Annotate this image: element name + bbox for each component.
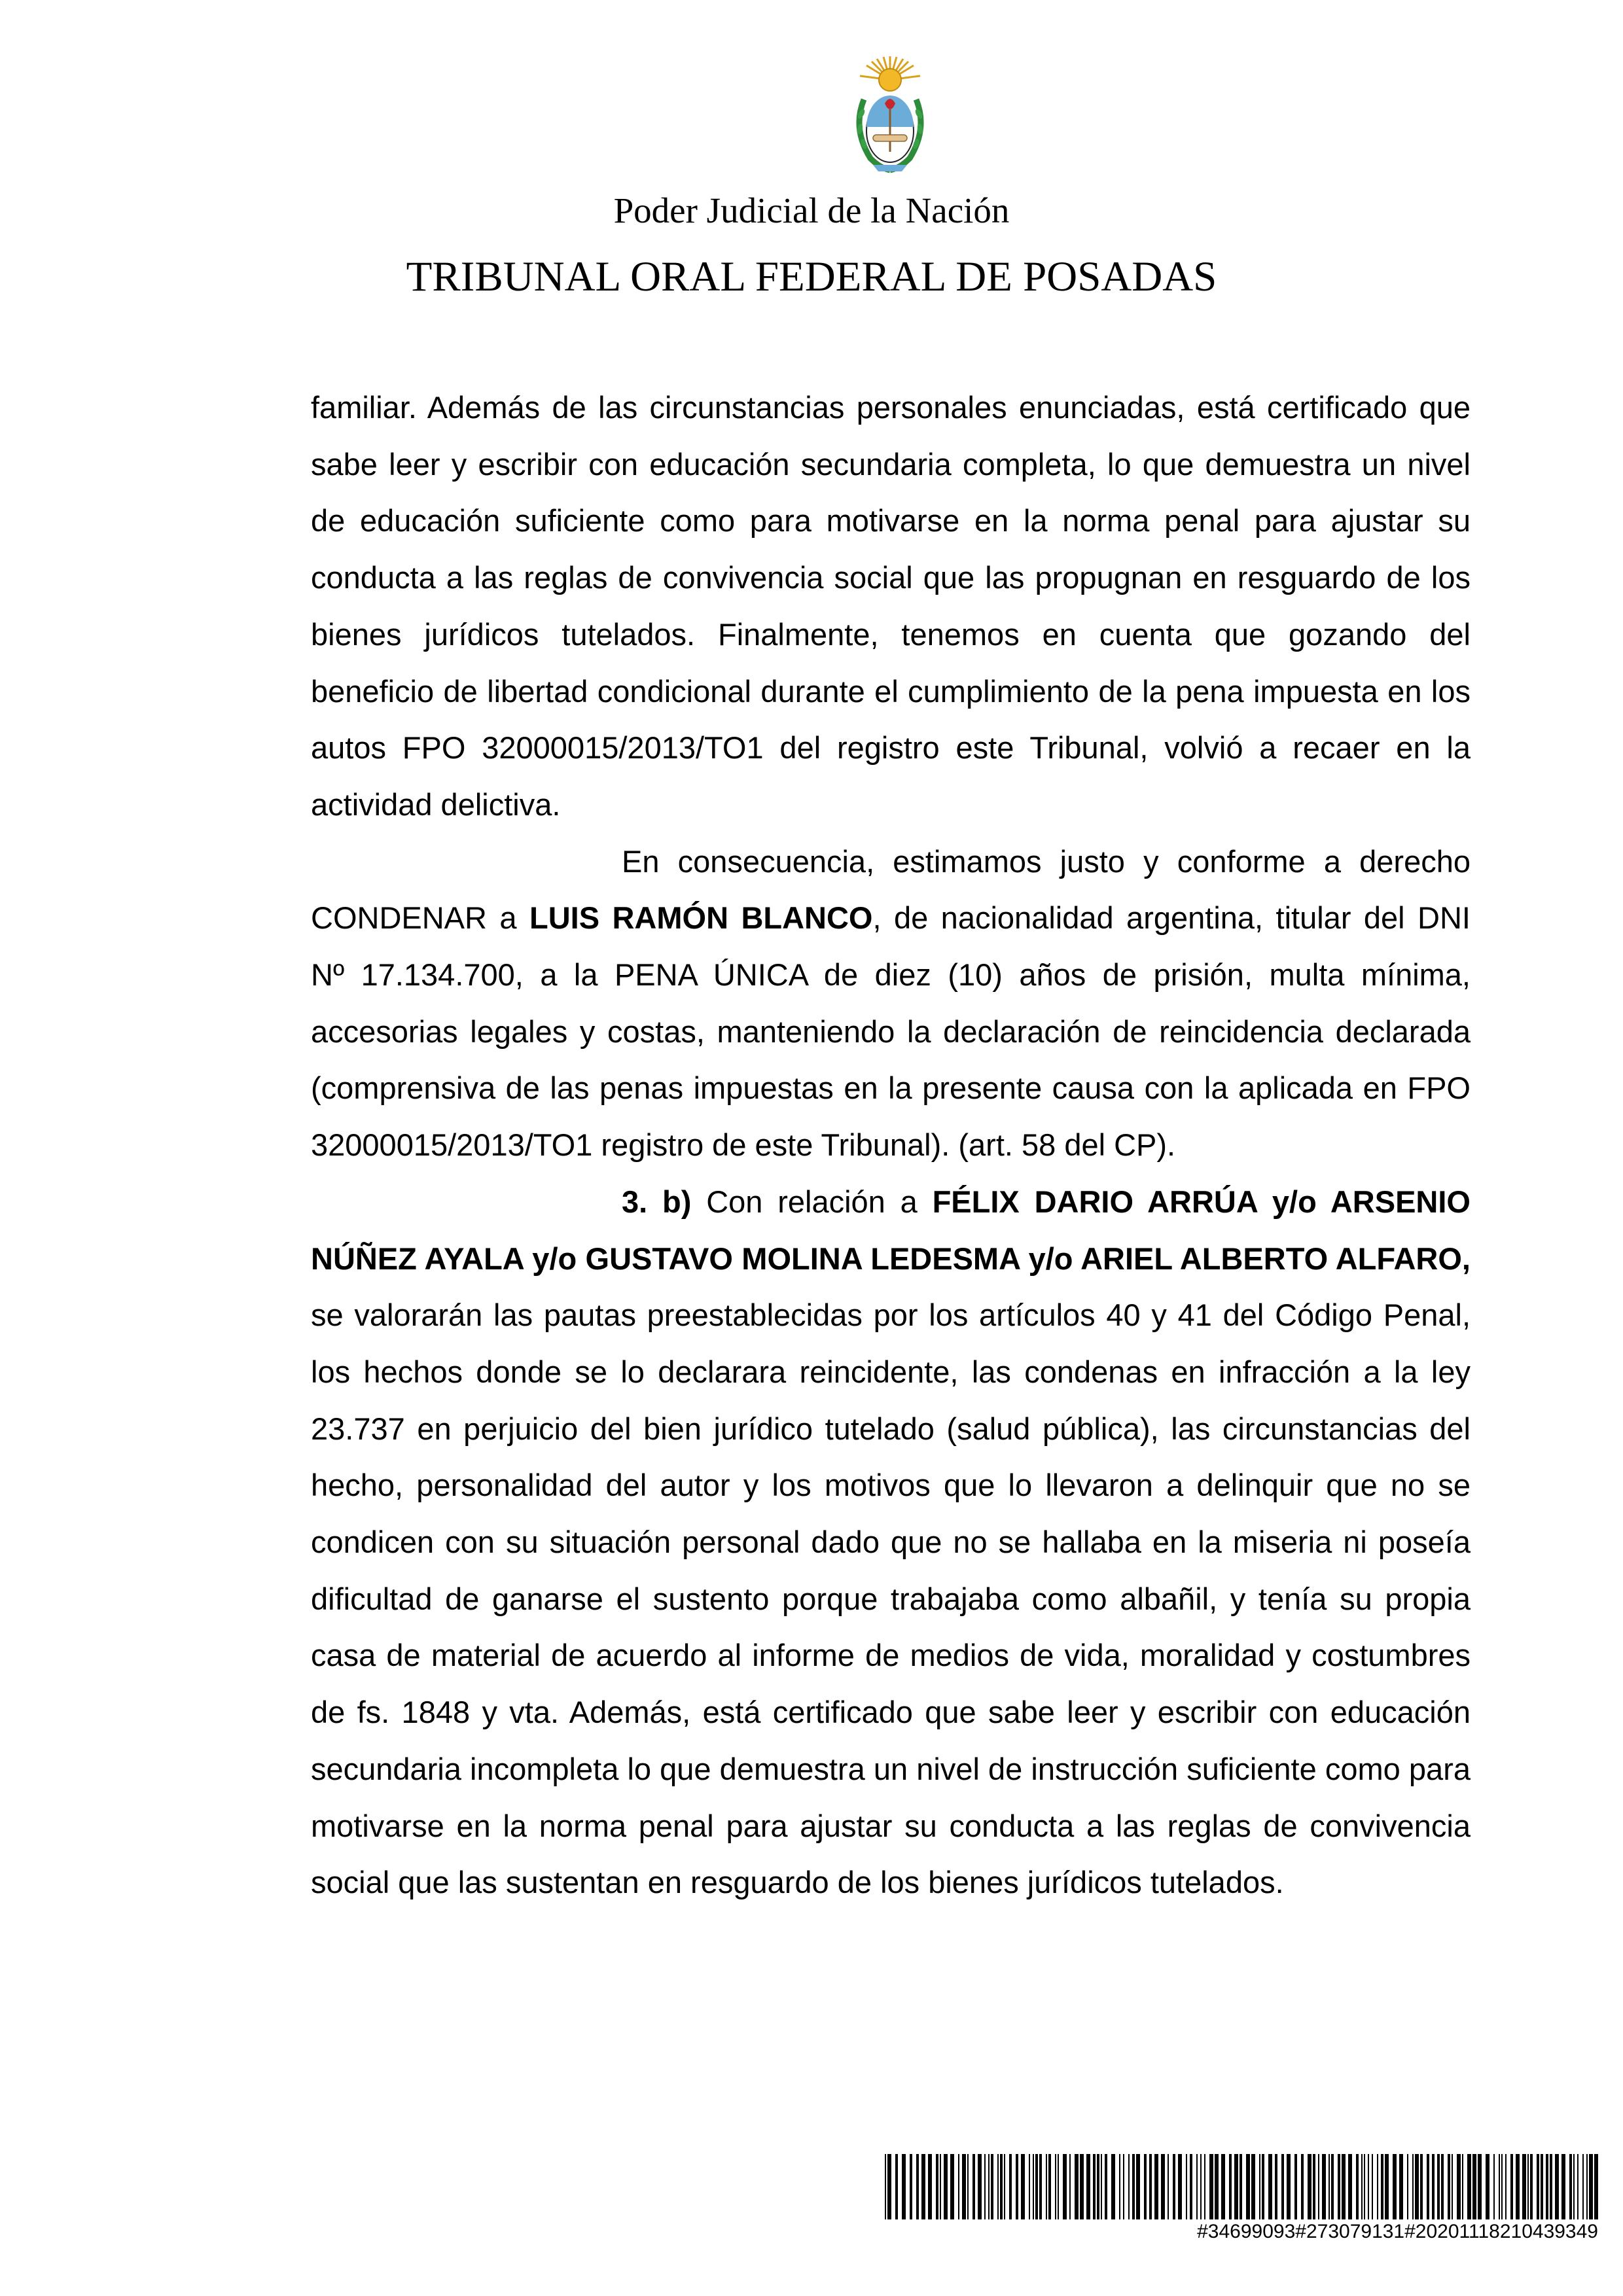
barcode-bar <box>928 2154 932 2219</box>
barcode-bar <box>1516 2154 1520 2219</box>
paragraph-2-text-a: En consecuencia, estimamos justo y conforme a derecho CONDENAR a <box>311 843 1471 936</box>
barcode-bar <box>988 2154 990 2219</box>
barcode-bar <box>1048 2154 1051 2219</box>
barcode-bar <box>1029 2154 1030 2219</box>
barcode-bar <box>1046 2154 1047 2219</box>
barcode-bar <box>1412 2154 1414 2219</box>
barcode-bar <box>895 2154 898 2219</box>
barcode-bar <box>1372 2154 1373 2219</box>
barcode-bar <box>1452 2154 1453 2219</box>
barcode-bar <box>1055 2154 1056 2219</box>
barcode-code: #34699093#273079131#20201118210439349 <box>1197 2221 1598 2242</box>
barcode-bar <box>997 2154 999 2219</box>
barcode-bar <box>1322 2154 1326 2219</box>
barcode-bar <box>1356 2154 1359 2219</box>
barcode-bar <box>1338 2154 1340 2219</box>
barcode-bar <box>1437 2154 1440 2219</box>
barcode-bar <box>1281 2154 1284 2219</box>
barcode-bar <box>1586 2154 1588 2219</box>
barcode-bar <box>1215 2154 1219 2219</box>
barcode-bar <box>1537 2154 1539 2219</box>
barcode-bar <box>1075 2154 1079 2219</box>
barcode-bar <box>1472 2154 1476 2219</box>
barcode-bar <box>1381 2154 1383 2219</box>
barcode-bar <box>1541 2154 1543 2219</box>
barcode-bar <box>1128 2154 1130 2219</box>
barcode-bar <box>1441 2154 1444 2219</box>
barcode-bar <box>1546 2154 1548 2219</box>
barcode-bar <box>902 2154 906 2219</box>
barcode-bar <box>1505 2154 1507 2219</box>
barcode-bar <box>1035 2154 1038 2219</box>
barcode-bar <box>1016 2154 1018 2219</box>
defendant-names: FÉLIX DARIO ARRÚA y/o ARSENIO NÚÑEZ AYALA y/o GUSTAVO MOLINA LEDESMA y/o ARIEL ALBERTO ALFARO, <box>311 1184 1471 1276</box>
paragraph-2 <box>311 834 1471 1174</box>
barcode-bar <box>921 2154 925 2219</box>
barcode-bar <box>1329 2154 1330 2219</box>
barcode-bar <box>1493 2154 1495 2219</box>
barcode-bar <box>885 2154 886 2219</box>
barcode-bar <box>1144 2154 1147 2219</box>
barcode-bar <box>1200 2154 1202 2219</box>
barcode-bar <box>940 2154 941 2219</box>
barcode-bar <box>1294 2154 1297 2219</box>
barcode-bar <box>916 2154 919 2219</box>
barcode-bar <box>1555 2154 1559 2219</box>
institution-header: Poder Judicial de la Nación <box>613 190 1010 230</box>
barcode-bar <box>1275 2154 1277 2219</box>
barcode-bar <box>958 2154 959 2219</box>
barcode-bar <box>1478 2154 1482 2219</box>
barcode-bar <box>1161 2154 1165 2219</box>
barcode-bar <box>984 2154 986 2219</box>
barcode-bar <box>1308 2154 1311 2219</box>
barcode-bar <box>1229 2154 1232 2219</box>
barcode-bar <box>972 2154 975 2219</box>
barcode-bar <box>1136 2154 1140 2219</box>
barcode-bar <box>1385 2154 1389 2219</box>
barcode-bar <box>1582 2154 1584 2219</box>
barcode-bar <box>1399 2154 1403 2219</box>
barcode-bar <box>1190 2154 1192 2219</box>
barcode-bar <box>1368 2154 1369 2219</box>
barcode-bar <box>1415 2154 1419 2219</box>
barcode-bar <box>1111 2154 1115 2219</box>
barcode-bar <box>1457 2154 1461 2219</box>
barcode-bar <box>1039 2154 1042 2219</box>
barcode-bar <box>1462 2154 1463 2219</box>
barcode-bar <box>1510 2154 1513 2219</box>
paragraph-1-text: familiar. Además de las circunstancias personales enunciadas, está certificado que sabe leer y escribir con educación secundaria completa, lo que demuestra un nivel de educación suficiente como para motivarse en la norma penal para ajustar su conducta a las reglas de convivencia social que las propugnan en resguardo de los bienes jurídicos tutelados. Finalmente, tenemos en cuenta que gozando del beneficio de libertad condicional durante el cumplimiento de la pena impuesta en los autos FPO 32000015/2013/TO1 del registro este Tribunal, volvió a recaer en la actividad delictiva. <box>311 390 1471 822</box>
barcode-bar <box>1486 2154 1489 2219</box>
barcode-bar <box>1268 2154 1272 2219</box>
barcode-bar <box>1561 2154 1565 2219</box>
barcode <box>885 2154 1598 2219</box>
barcode-bar <box>1550 2154 1552 2219</box>
barcode-bar <box>1377 2154 1378 2219</box>
barcode-bar <box>1240 2154 1242 2219</box>
barcode-bar <box>1009 2154 1012 2219</box>
argentina-coat-of-arms-icon <box>844 54 936 178</box>
barcode-bar <box>1234 2154 1238 2219</box>
barcode-bar <box>1313 2154 1315 2219</box>
barcode-bar <box>1427 2154 1429 2219</box>
barcode-bar <box>1173 2154 1175 2219</box>
barcode-bar <box>936 2154 938 2219</box>
barcode-bar <box>1105 2154 1107 2219</box>
barcode-bar <box>1154 2154 1158 2219</box>
barcode-bar <box>1287 2154 1291 2219</box>
barcode-bar <box>1186 2154 1187 2219</box>
barcode-bar <box>1209 2154 1213 2219</box>
barcode-bar <box>1361 2154 1363 2219</box>
barcode-bar <box>1331 2154 1334 2219</box>
barcode-bar <box>1080 2154 1084 2219</box>
paragraph-3-text-b: se valorarán las pautas preestablecidas por los artículos 40 y 41 del Código Penal, los hechos donde se lo declarara reincidente, las condenas en infracción a la ley 23.737 en perjuicio del bien jurídico tutelado (salud pública), las circunstancias del hecho, personalidad del autor y los motivos que lo llevaron a delinquir que no se condicen con su situación personal dado que no se hallaba en la miseria ni poseía dificultad de ganarse el sustento porque trabajaba como albañil, y tenía su propia casa de material de acuerdo al informe de medios de vida, moralidad y costumbres de fs. 1848 y vta. Además, está certificado que sabe leer y escribir con educación secundaria incompleta lo que demuestra un nivel de instrucción suficiente como para motivarse en la norma penal para ajustar su conducta a las reglas de convivencia social que las sustentan en resguardo de los bienes jurídicos tutelados. <box>311 1298 1471 1900</box>
defendant-name: LUIS RAMÓN BLANCO <box>529 900 873 936</box>
barcode-bar <box>1407 2154 1408 2219</box>
barcode-bar <box>1063 2154 1067 2219</box>
document-body <box>311 380 1471 1911</box>
barcode-bar <box>1132 2154 1135 2219</box>
barcode-bar <box>1097 2154 1099 2219</box>
barcode-bar <box>1522 2154 1526 2219</box>
barcode-bar <box>1499 2154 1500 2219</box>
paragraph-3 <box>311 1174 1471 1911</box>
barcode-bar <box>1101 2154 1102 2219</box>
barcode-bar <box>1393 2154 1397 2219</box>
barcode-bar <box>967 2154 969 2219</box>
paragraph-3-text-a: Con relación a <box>691 1184 933 1219</box>
barcode-bar <box>1589 2154 1593 2219</box>
barcode-bar <box>887 2154 891 2219</box>
barcode-bar <box>1432 2154 1435 2219</box>
paragraph-1 <box>311 380 1471 834</box>
section-label: 3. b) <box>622 1184 692 1219</box>
barcode-bar <box>950 2154 954 2219</box>
barcode-bar <box>1577 2154 1578 2219</box>
barcode-bar <box>1259 2154 1260 2219</box>
paragraph-2-text-b: , de nacionalidad argentina, titular del DNI Nº 17.134.700, a la PENA ÚNICA de diez (10) años de prisión, multa mínima, accesorias legales y costas, manteniendo la declaración de reincidencia declarada (comprensiva de las penas impuestas en la presente causa con la aplicada en FPO 32000015/2013/TO1 registro de este Tribunal). (art. 58 del CP). <box>311 900 1471 1163</box>
barcode-bar <box>1149 2154 1152 2219</box>
barcode-bar <box>910 2154 912 2219</box>
barcode-bar <box>1221 2154 1225 2219</box>
barcode-bar <box>991 2154 993 2219</box>
barcode-bar <box>962 2154 966 2219</box>
barcode-bar <box>1301 2154 1304 2219</box>
barcode-bar <box>1000 2154 1003 2219</box>
barcode-bar <box>1448 2154 1450 2219</box>
barcode-bar <box>1467 2154 1471 2219</box>
barcode-bar <box>944 2154 948 2219</box>
court-header: TRIBUNAL ORAL FEDERAL DE POSADAS <box>406 253 1217 300</box>
barcode-bar <box>1021 2154 1025 2219</box>
barcode-bar <box>1530 2154 1533 2219</box>
barcode-bar <box>1527 2154 1529 2219</box>
barcode-bar <box>1342 2154 1346 2219</box>
barcode-bar <box>1251 2154 1255 2219</box>
barcode-bar <box>1364 2154 1365 2219</box>
barcode-bar <box>1119 2154 1120 2219</box>
barcode-bar <box>1204 2154 1205 2219</box>
barcode-bar <box>1318 2154 1319 2219</box>
barcode-bar <box>1246 2154 1250 2219</box>
barcode-bar <box>1069 2154 1071 2219</box>
barcode-bar <box>1348 2154 1352 2219</box>
barcode-bar <box>978 2154 982 2219</box>
barcode-bar <box>1594 2154 1598 2219</box>
barcode-bar <box>1501 2154 1503 2219</box>
barcode-bar <box>1178 2154 1182 2219</box>
barcode-bar <box>1569 2154 1572 2219</box>
barcode-bar <box>1123 2154 1124 2219</box>
barcode-bar <box>1573 2154 1575 2219</box>
barcode-bar <box>1168 2154 1169 2219</box>
barcode-bar <box>1033 2154 1034 2219</box>
barcode-bar <box>1420 2154 1423 2219</box>
barcode-bar <box>1086 2154 1090 2219</box>
barcode-bar <box>1093 2154 1096 2219</box>
barcode-bar <box>1196 2154 1198 2219</box>
barcode-bar <box>1004 2154 1005 2219</box>
barcode-bar <box>1058 2154 1059 2219</box>
barcode-bar <box>1262 2154 1264 2219</box>
